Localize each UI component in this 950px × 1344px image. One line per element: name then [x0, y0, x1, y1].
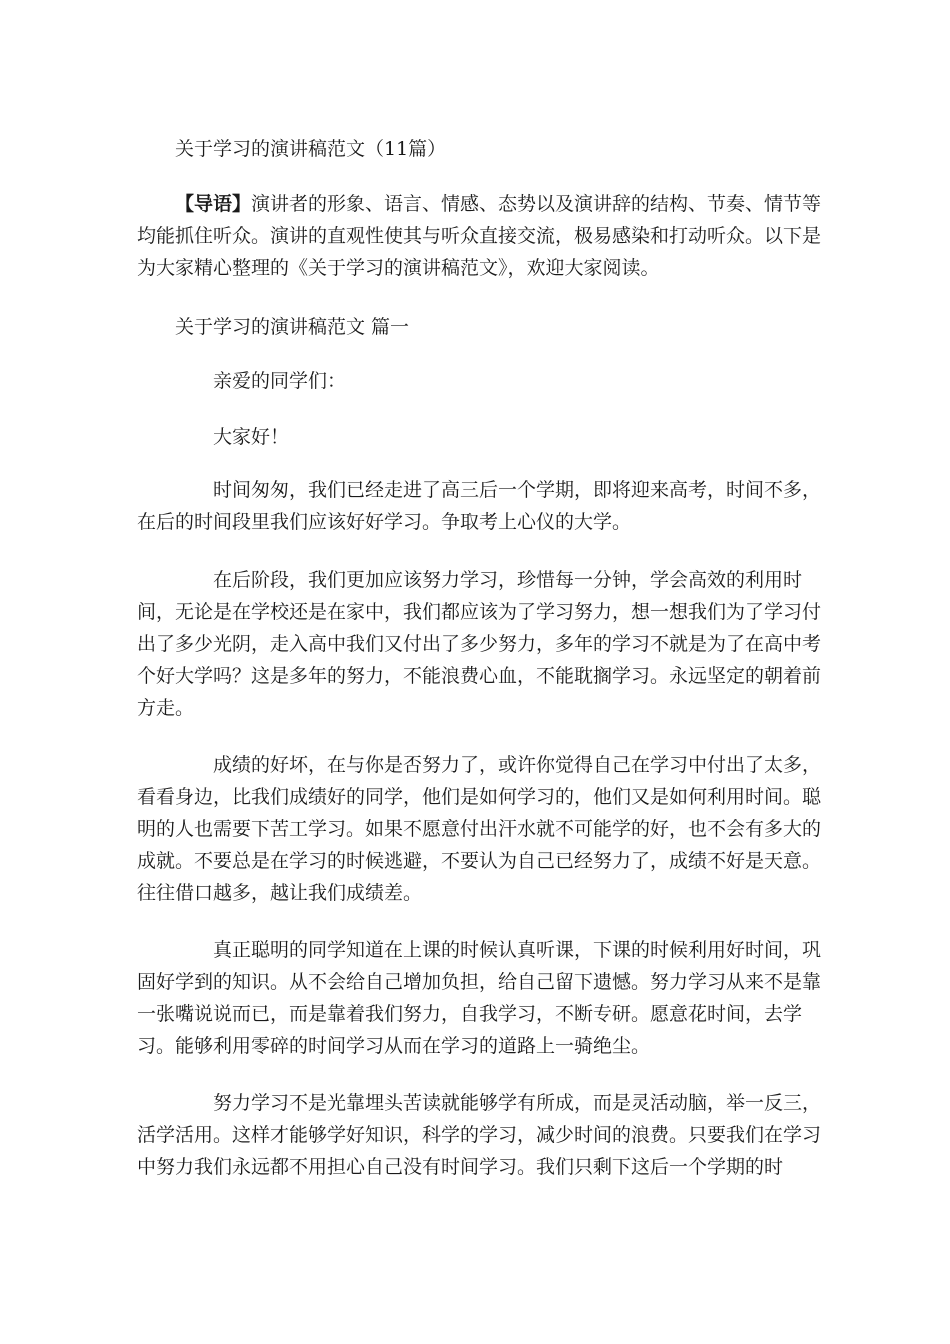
body-paragraph-4: 真正聪明的同学知道在上课的时候认真听课，下课的时候利用好时间，巩固好学到的知识。从不会给自己增加负担，给自己留下遗憾。努力学习从来不是靠一张嘴说说而已，而是靠着我们努力，自我学习，不断专研。愿意花时间，去学习。能够利用零碎的时间学习从而在学习的道路上一骑绝尘。 — [137, 939, 822, 1057]
body-paragraph-2: 在后阶段，我们更加应该努力学习，珍惜每一分钟，学会高效的利用时间，无论是在学校还是在家中，我们都应该为了学习努力，想一想我们为了学习付出了多少光阴，走入高中我们又付出了多少努力，多年的学习不就是为了在高中考个好大学吗？这是多年的努力，不能浪费心血，不能耽搁学习。永远坚定的朝着前方走。 — [137, 569, 822, 719]
greeting: 大家好！ — [213, 426, 290, 448]
salutation: 亲爱的同学们： — [213, 370, 347, 392]
section-heading: 关于学习的演讲稿范文 篇一 — [175, 316, 410, 338]
intro-paragraph — [137, 188, 827, 284]
body-paragraph-5: 努力学习不是光靠埋头苦读就能够学有所成，而是灵活动脑，举一反三，活学活用。这样才能够学好知识，科学的学习，减少时间的浪费。只要我们在学习中努力我们永远都不用担心自己没有时间学习。我们只剩下这后一个学期的时 — [137, 1092, 822, 1178]
body-paragraph-1: 时间匆匆，我们已经走进了高三后一个学期，即将迎来高考，时间不多，在后的时间段里我们应该好好学习。争取考上心仪的大学。 — [137, 479, 822, 533]
intro-label: 【导语】 — [175, 193, 252, 215]
body-paragraph-3: 成绩的好坏，在与你是否努力了，或许你觉得自己在学习中付出了太多，看看身边，比我们成绩好的同学，他们是如何学习的，他们又是如何利用时间。聪明的人也需要下苦工学习。如果不愿意付出汗水就不可能学的好，也不会有多大的成就。不要总是在学习的时候逃避，不要认为自己已经努力了，成绩不好是天意。往往借口越多，越让我们成绩差。 — [137, 754, 822, 904]
intro-text: 演讲者的形象、语言、情感、态势以及演讲辞的结构、节奏、情节等均能抓住听众。演讲的直观性使其与听众直接交流，极易感染和打动听众。以下是为大家精心整理的《关于学习的演讲稿范文》，欢迎大家阅读。 — [137, 193, 822, 279]
document-title: 关于学习的演讲稿范文（11篇） — [175, 138, 447, 160]
